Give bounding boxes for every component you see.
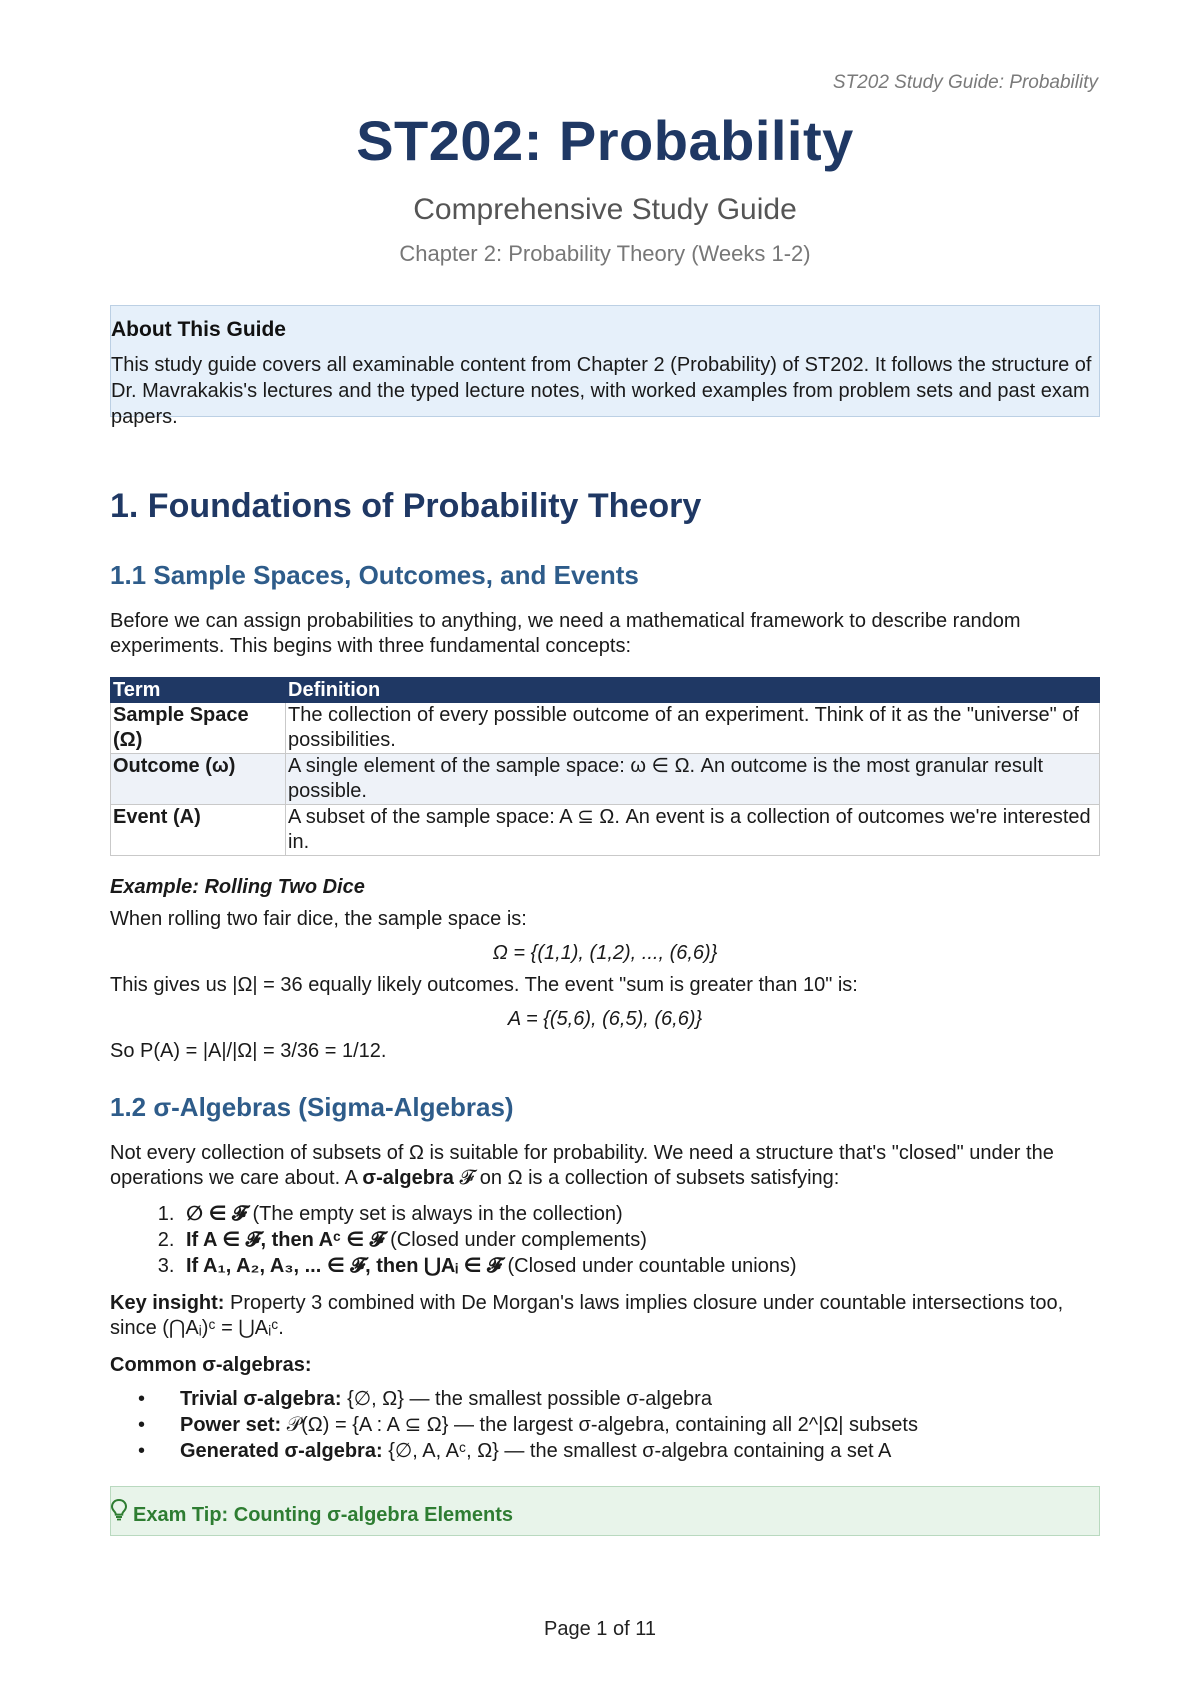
definition-cell: A single element of the sample space: ω ∈ Ω. An outcome is the most granular result possible. (286, 754, 1100, 805)
table-row (111, 754, 1100, 805)
about-guide-text: This study guide covers all examinable content from Chapter 2 (Probability) of ST202. It follows the structure of Dr. Mavrakakis's lectures and the typed lecture notes, with worked examples from problem sets and past exam papers. (111, 354, 1092, 428)
sigma-algebra-intro (110, 1141, 1100, 1191)
property-statement: If A₁, A₂, A₃, ... ∈ 𝓕, then ⋃Aᵢ ∈ 𝓕 (186, 1255, 502, 1277)
term-cell: Outcome (ω) (111, 754, 286, 805)
definition-cell: The collection of every possible outcome of an experiment. Think of it as the "universe" of possibilities. (286, 703, 1100, 754)
subsection-heading-sigma-algebras: 1.2 σ-Algebras (Sigma-Algebras) (110, 1092, 514, 1122)
terms-table-header-row (111, 678, 1100, 703)
bullet-term: Generated σ-algebra: (180, 1440, 383, 1462)
bullet-icon: • (138, 1440, 146, 1462)
example-text-1: When rolling two fair dice, the sample space is: (110, 908, 527, 930)
about-guide-box (110, 305, 1100, 428)
bullet-text: 𝒫(Ω) = {A : A ⊆ Ω} — the largest σ-algebra, containing all 2^|Ω| subsets (281, 1414, 918, 1436)
sigma-intro-text-a: Not every collection of subsets of Ω is suitable for probability. We need a structure that's "closed" under the operations we care about. A (110, 1142, 1054, 1189)
term-cell: Event (A) (111, 805, 286, 856)
sample-spaces-intro: Before we can assign probabilities to anything, we need a mathematical framework to describe random experiments. This begins with three fundamental concepts: (110, 610, 1021, 657)
bullet-icon: • (138, 1414, 146, 1436)
table-row (111, 703, 1100, 754)
bullet-icon: • (138, 1388, 146, 1410)
property-note: (Closed under countable unions) (501, 1255, 797, 1277)
exam-tip-box (110, 1486, 1100, 1536)
about-guide-title: About This Guide (111, 318, 286, 341)
property-note: (The empty set is always in the collection) (246, 1203, 623, 1225)
list-item (180, 1227, 1100, 1253)
terms-table-header-definition: Definition (286, 678, 1100, 703)
bullet-text: {∅, Ω} — the smallest possible σ-algebra (341, 1388, 712, 1410)
page-number: Page 1 of 11 (544, 1618, 656, 1640)
subsection-heading-sample-spaces: 1.1 Sample Spaces, Outcomes, and Events (110, 560, 639, 590)
sigma-intro-bold: σ-algebra (362, 1167, 454, 1189)
example-math-sample-space: Ω = {(1,1), (1,2), ..., (6,6)} (492, 942, 718, 964)
definition-cell: A subset of the sample space: A ⊆ Ω. An event is a collection of outcomes we're interested in. (286, 805, 1100, 856)
bullet-term: Power set: (180, 1414, 282, 1436)
example-text-2: This gives us |Ω| = 36 equally likely outcomes. The event "sum is greater than 10" is: (110, 974, 858, 996)
example-text-3: So P(A) = |A|/|Ω| = 3/36 = 1/12. (110, 1040, 387, 1062)
sigma-intro-text-b: 𝓕 on Ω is a collection of subsets satisfying: (453, 1167, 840, 1189)
document-title: ST202: Probability (356, 109, 854, 172)
bullet-text: {∅, A, Aᶜ, Ω} — the smallest σ-algebra containing a set A (382, 1440, 892, 1462)
example-title: Example: Rolling Two Dice (110, 876, 365, 898)
page-content (110, 108, 1100, 1536)
common-sigma-label (110, 1353, 1100, 1378)
running-header: ST202 Study Guide: Probability (832, 72, 1098, 93)
list-item (180, 1253, 1100, 1279)
property-note: (Closed under complements) (384, 1229, 647, 1251)
key-insight (110, 1291, 1100, 1341)
exam-tip-title: Exam Tip: Counting σ-algebra Elements (133, 1504, 514, 1526)
example-math-event: A = {(5,6), (6,5), (6,6)} (507, 1008, 703, 1030)
terms-table-header-term: Term (111, 678, 286, 703)
sigma-algebra-properties (110, 1201, 1100, 1279)
key-insight-label: Key insight: (110, 1292, 225, 1314)
common-sigma-label-text: Common σ-algebras: (110, 1354, 312, 1376)
section-heading-foundations: 1. Foundations of Probability Theory (110, 487, 702, 525)
table-row (111, 805, 1100, 856)
list-item (138, 1438, 1100, 1464)
list-item (180, 1201, 1100, 1227)
common-sigma-list (110, 1386, 1100, 1464)
list-item (138, 1386, 1100, 1412)
document-subtitle: Comprehensive Study Guide (413, 193, 797, 226)
property-statement: ∅ ∈ 𝓕 (186, 1203, 247, 1225)
terms-table (110, 677, 1100, 856)
lightbulb-icon (111, 1499, 133, 1527)
property-statement: If A ∈ 𝓕, then Aᶜ ∈ 𝓕 (186, 1229, 385, 1251)
key-insight-text: Property 3 combined with De Morgan's laws implies closure under countable intersections too, since (⋂Aᵢ)ᶜ = ⋃Aᵢᶜ. (110, 1292, 1064, 1339)
list-item (138, 1412, 1100, 1438)
chapter-label: Chapter 2: Probability Theory (Weeks 1-2) (399, 241, 811, 266)
bullet-term: Trivial σ-algebra: (180, 1388, 342, 1410)
term-cell: Sample Space (Ω) (111, 703, 286, 754)
